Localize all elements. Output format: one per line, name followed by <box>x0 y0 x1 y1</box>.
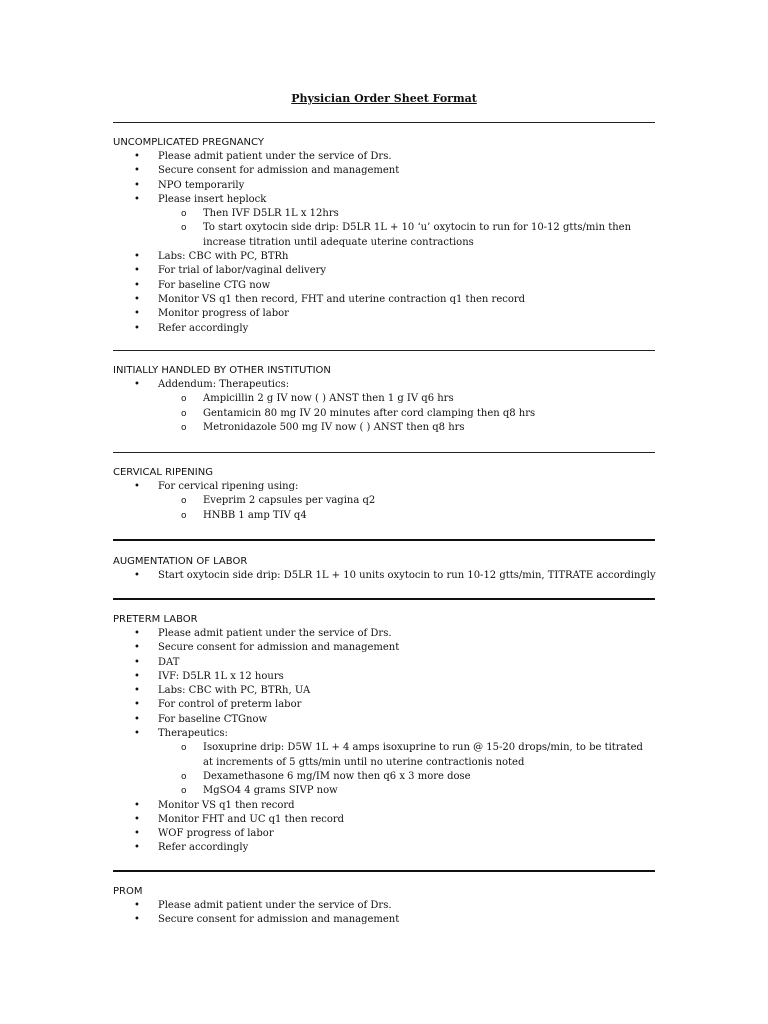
list-item-text: For trial of labor/vaginal delivery <box>158 265 327 277</box>
bullet-icon: • <box>134 699 140 711</box>
list-item-text: Please insert heplock <box>158 193 267 205</box>
list-item-text: Eveprim 2 capsules per vagina q2 <box>203 495 376 507</box>
sub-bullet-icon: o <box>181 743 187 754</box>
section-heading: PROM <box>113 886 143 897</box>
list-item-text: Start oxytocin side drip: D5LR 1L + 10 units oxytocin to run 10-12 gtts/min, TITRATE accordingly <box>158 570 656 581</box>
list-item-text: Dexamethasone 6 mg/IM now then q6 x 3 more dose <box>203 770 471 782</box>
bullet-icon: • <box>134 308 140 320</box>
list-item-text: Monitor progress of labor <box>158 308 289 320</box>
sub-bullet-icon: o <box>181 422 187 433</box>
list-item <box>113 307 658 321</box>
section-prom <box>113 885 658 928</box>
section-preterm-labor <box>113 613 658 856</box>
sub-list-item <box>113 784 658 798</box>
bullet-icon: • <box>134 842 140 854</box>
list-item <box>113 656 658 670</box>
list-item <box>113 250 658 264</box>
list-item-text: DAT <box>158 656 180 668</box>
section-uncomplicated-pregnancy <box>113 136 658 336</box>
sub-list-item <box>113 407 658 421</box>
list-item-text: Monitor VS q1 then record, FHT and uterine contraction q1 then record <box>158 293 526 305</box>
list-item-text: For baseline CTG now <box>158 279 271 291</box>
bullet-icon: • <box>134 279 140 291</box>
list-item-text: NPO temporarily <box>158 179 245 191</box>
bullet-icon: • <box>134 151 140 162</box>
sub-list-item <box>113 509 658 523</box>
bullet-icon: • <box>134 813 140 825</box>
section-cervical-ripening <box>113 466 658 523</box>
divider <box>113 598 655 600</box>
bullet-icon: • <box>134 656 140 668</box>
section-heading: INITIALLY HANDLED BY OTHER INSTITUTION <box>113 365 331 376</box>
list-item-text: Therapeutics: <box>158 728 228 740</box>
sub-bullet-icon: o <box>181 408 187 419</box>
list-item <box>113 899 658 913</box>
sub-list-item <box>113 207 658 221</box>
list-item-text: IVF: D5LR 1L x 12 hours <box>158 670 284 682</box>
sub-list-item <box>113 221 658 250</box>
list-item-text: Secure consent for admission and management <box>158 642 400 654</box>
list-item <box>113 293 658 307</box>
list-item <box>113 670 658 684</box>
bullet-icon: • <box>134 728 140 740</box>
list-item-text: MgSO4 4 grams SIVP now <box>203 785 338 797</box>
list-item <box>113 641 658 655</box>
divider <box>113 452 655 453</box>
list-item <box>113 150 658 164</box>
list-item-text: Ampicillin 2 g IV now ( ) ANST then 1 g IV q6 hrs <box>203 393 454 405</box>
list-item <box>113 827 658 841</box>
list-item-text: Refer accordingly <box>158 322 249 334</box>
list-item-text: Please admit patient under the service of Drs. <box>158 900 392 911</box>
sub-bullet-icon: o <box>181 223 187 234</box>
section-heading: AUGMENTATION OF LABOR <box>113 556 248 567</box>
bullet-icon: • <box>134 251 140 263</box>
bullet-icon: • <box>134 900 140 911</box>
list-item-text: Labs: CBC with PC, BTRh, UA <box>158 685 311 697</box>
list-item <box>113 713 658 727</box>
list-item <box>113 841 658 855</box>
list-item <box>113 627 658 641</box>
list-item-text: Secure consent for admission and management <box>158 165 400 177</box>
divider <box>113 350 655 351</box>
bullet-icon: • <box>134 293 140 305</box>
sub-bullet-icon: o <box>181 209 187 220</box>
list-item-text: For cervical ripening using: <box>158 481 299 492</box>
list-item-text: For control of preterm labor <box>158 699 302 711</box>
list-item-text: Metronidazole 500 mg IV now ( ) ANST then q8 hrs <box>203 421 465 433</box>
sub-bullet-icon: o <box>181 786 187 797</box>
list-item-text: Monitor FHT and UC q1 then record <box>158 813 345 825</box>
bullet-icon: • <box>134 642 140 654</box>
sub-bullet-icon: o <box>181 510 187 521</box>
bullet-icon: • <box>134 685 140 697</box>
list-item <box>113 164 658 178</box>
bullet-icon: • <box>134 570 140 581</box>
list-item-text: Please admit patient under the service of Drs. <box>158 628 392 639</box>
list-item <box>113 179 658 193</box>
list-item-text: Labs: CBC with PC, BTRh <box>158 251 289 263</box>
page-title: Physician Order Sheet Format <box>291 92 477 105</box>
list-item-text: Isoxuprine drip: D5W 1L + 4 amps isoxuprine to run @ 15-20 drops/min, to be titrated at increments of 5 gtts/min until no uterine contractionis noted <box>203 742 643 768</box>
sub-bullet-icon: o <box>181 496 187 507</box>
list-item <box>113 378 658 392</box>
list-item-text: To start oxytocin side drip: D5LR 1L + 10 ‘u’ oxytocin to run for 10-12 gtts/min then increase titration until adequate uterine contractions <box>203 222 632 248</box>
divider <box>113 539 655 541</box>
list-item-text: Then IVF D5LR 1L x 12hrs <box>203 208 339 220</box>
list-item-text: Addendum: Therapeutics: <box>158 379 290 390</box>
list-item-text: For baseline CTGnow <box>158 713 268 725</box>
list-item <box>113 193 658 207</box>
section-augmentation-of-labor <box>113 555 658 583</box>
list-item <box>113 322 658 336</box>
list-item-text: Secure consent for admission and management <box>158 914 400 926</box>
section-heading: CERVICAL RIPENING <box>113 467 213 478</box>
bullet-icon: • <box>134 799 140 811</box>
bullet-icon: • <box>134 670 140 682</box>
sub-list-item <box>113 494 658 508</box>
list-item <box>113 569 658 583</box>
bullet-icon: • <box>134 828 140 840</box>
list-item-text: Please admit patient under the service of Drs. <box>158 151 392 162</box>
section-heading: UNCOMPLICATED PREGNANCY <box>113 137 264 148</box>
list-item <box>113 727 658 741</box>
bullet-icon: • <box>134 481 140 492</box>
section-initially-handled <box>113 364 658 435</box>
list-item-text: Gentamicin 80 mg IV 20 minutes after cord clamping then q8 hrs <box>203 407 536 419</box>
list-item <box>113 913 658 927</box>
list-item-text: WOF progress of labor <box>158 828 274 840</box>
sub-list-item <box>113 770 658 784</box>
sub-list-item <box>113 392 658 406</box>
list-item-text: Refer accordingly <box>158 842 249 854</box>
list-item-text: Monitor VS q1 then record <box>158 799 295 811</box>
list-item <box>113 813 658 827</box>
list-item <box>113 480 658 494</box>
list-item <box>113 279 658 293</box>
bullet-icon: • <box>134 914 140 926</box>
divider <box>113 122 655 123</box>
bullet-icon: • <box>134 165 140 177</box>
list-item <box>113 799 658 813</box>
bullet-icon: • <box>134 265 140 277</box>
bullet-icon: • <box>134 379 140 390</box>
list-item-text: HNBB 1 amp TIV q4 <box>203 509 307 521</box>
divider <box>113 870 655 872</box>
sub-bullet-icon: o <box>181 394 187 405</box>
sub-list-item <box>113 741 658 770</box>
bullet-icon: • <box>134 179 140 191</box>
bullet-icon: • <box>134 713 140 725</box>
sub-list-item <box>113 421 658 435</box>
bullet-icon: • <box>134 628 140 639</box>
sub-bullet-icon: o <box>181 771 187 782</box>
list-item <box>113 698 658 712</box>
list-item <box>113 684 658 698</box>
bullet-icon: • <box>134 322 140 334</box>
list-item <box>113 264 658 278</box>
section-heading: PRETERM LABOR <box>113 614 198 625</box>
bullet-icon: • <box>134 193 140 205</box>
